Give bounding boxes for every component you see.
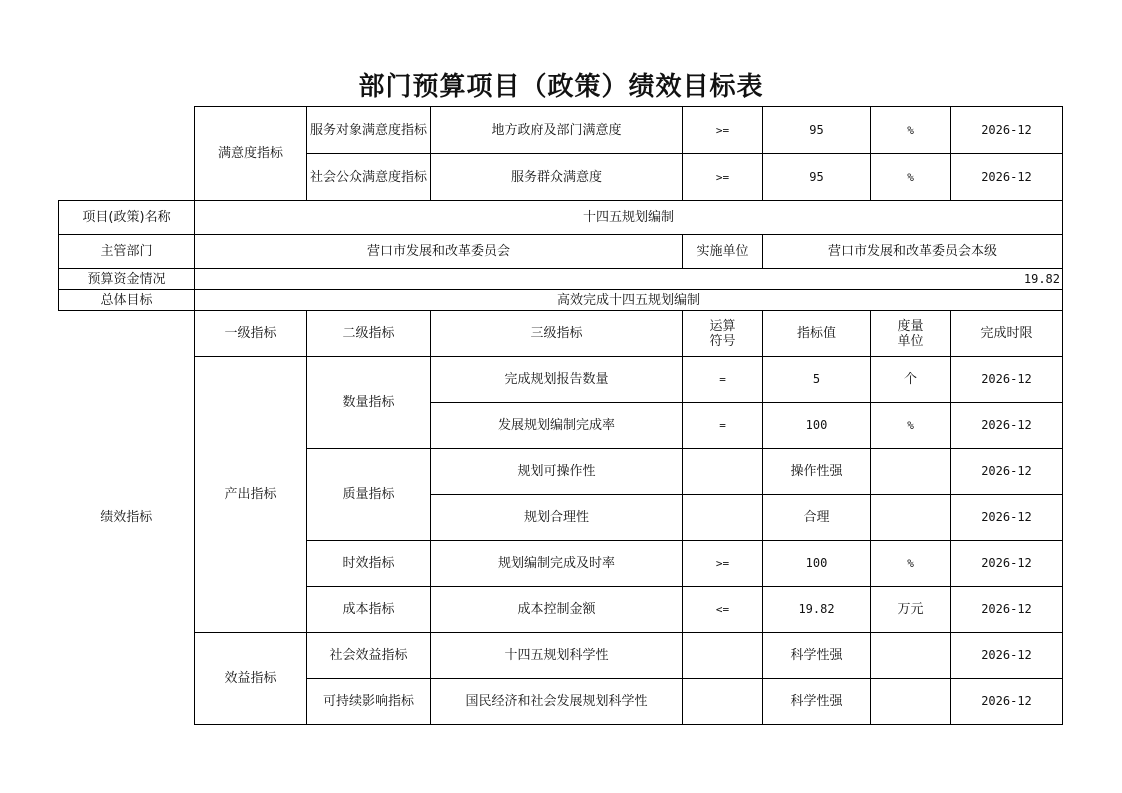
header-level1: 一级指标	[195, 311, 307, 357]
deadline-cell: 2026-12	[951, 495, 1063, 541]
unit-cell	[871, 679, 951, 725]
unit-cell: %	[871, 403, 951, 449]
operator-cell	[683, 495, 763, 541]
cost-indicator-cell: 成本指标	[307, 587, 431, 633]
table-row	[59, 357, 1063, 403]
level3-cell: 完成规划报告数量	[431, 357, 683, 403]
operator-cell: <=	[683, 587, 763, 633]
operator-cell	[683, 633, 763, 679]
unit-cell	[871, 633, 951, 679]
header-level2: 二级指标	[307, 311, 431, 357]
value-cell: 95	[763, 154, 871, 201]
value-cell: 合理	[763, 495, 871, 541]
table-row	[59, 633, 1063, 679]
deadline-cell: 2026-12	[951, 403, 1063, 449]
sustainable-impact-cell: 可持续影响指标	[307, 679, 431, 725]
satisfaction-category-cell: 满意度指标	[195, 107, 307, 201]
budget-value: 19.82	[195, 269, 1063, 290]
output-indicator-cell: 产出指标	[195, 357, 307, 633]
table-row	[59, 235, 1063, 269]
level2-cell: 服务对象满意度指标	[307, 107, 431, 154]
level2-cell: 社会公众满意度指标	[307, 154, 431, 201]
goal-label: 总体目标	[59, 290, 195, 311]
unit-cell: 个	[871, 357, 951, 403]
quality-indicator-cell: 质量指标	[307, 449, 431, 541]
value-cell: 100	[763, 541, 871, 587]
budget-label: 预算资金情况	[59, 269, 195, 290]
operator-cell: >=	[683, 541, 763, 587]
table-row	[59, 290, 1063, 311]
operator-cell	[683, 449, 763, 495]
level3-cell: 十四五规划科学性	[431, 633, 683, 679]
blank-cell	[59, 107, 195, 201]
deadline-cell: 2026-12	[951, 449, 1063, 495]
value-cell: 科学性强	[763, 633, 871, 679]
header-operator	[683, 311, 763, 357]
timeliness-indicator-cell: 时效指标	[307, 541, 431, 587]
unit-cell: %	[871, 107, 951, 154]
unit-cell: 万元	[871, 587, 951, 633]
value-cell: 100	[763, 403, 871, 449]
table-row	[59, 269, 1063, 290]
header-unit-line2: 单位	[897, 333, 924, 349]
table-row	[59, 201, 1063, 235]
unit-cell: %	[871, 154, 951, 201]
value-cell: 95	[763, 107, 871, 154]
table-row	[59, 107, 1063, 154]
level3-cell: 国民经济和社会发展规划科学性	[431, 679, 683, 725]
level3-cell: 地方政府及部门满意度	[431, 107, 683, 154]
header-operator-line2: 符号	[709, 333, 736, 349]
header-value: 指标值	[763, 311, 871, 357]
deadline-cell: 2026-12	[951, 587, 1063, 633]
quantity-indicator-cell: 数量指标	[307, 357, 431, 449]
deadline-cell: 2026-12	[951, 357, 1063, 403]
operator-cell: =	[683, 357, 763, 403]
unit-cell: %	[871, 541, 951, 587]
level3-cell: 成本控制金额	[431, 587, 683, 633]
header-level3: 三级指标	[431, 311, 683, 357]
operator-cell: >=	[683, 107, 763, 154]
dept-value: 营口市发展和改革委员会	[195, 235, 683, 269]
header-unit	[871, 311, 951, 357]
level3-cell: 规划合理性	[431, 495, 683, 541]
deadline-cell: 2026-12	[951, 541, 1063, 587]
unit-cell	[871, 495, 951, 541]
value-cell: 操作性强	[763, 449, 871, 495]
deadline-cell: 2026-12	[951, 679, 1063, 725]
deadline-cell: 2026-12	[951, 633, 1063, 679]
page-title: 部门预算项目（政策）绩效目标表	[358, 72, 764, 102]
unit-cell	[871, 449, 951, 495]
benefit-indicator-cell: 效益指标	[195, 633, 307, 725]
value-cell: 5	[763, 357, 871, 403]
value-cell: 科学性强	[763, 679, 871, 725]
performance-target-table	[58, 106, 1063, 725]
impl-value: 营口市发展和改革委员会本级	[763, 235, 1063, 269]
perf-section-label: 绩效指标	[59, 311, 195, 725]
level3-cell: 发展规划编制完成率	[431, 403, 683, 449]
table-header-row	[59, 311, 1063, 357]
header-operator-line1: 运算	[709, 318, 736, 334]
impl-label: 实施单位	[683, 235, 763, 269]
level3-cell: 服务群众满意度	[431, 154, 683, 201]
deadline-cell: 2026-12	[951, 107, 1063, 154]
level3-cell: 规划编制完成及时率	[431, 541, 683, 587]
social-benefit-cell: 社会效益指标	[307, 633, 431, 679]
operator-cell: =	[683, 403, 763, 449]
goal-value: 高效完成十四五规划编制	[195, 290, 1063, 311]
dept-label: 主管部门	[59, 235, 195, 269]
project-name-label: 项目(政策)名称	[59, 201, 195, 235]
operator-cell	[683, 679, 763, 725]
deadline-cell: 2026-12	[951, 154, 1063, 201]
header-deadline: 完成时限	[951, 311, 1063, 357]
project-name-value: 十四五规划编制	[195, 201, 1063, 235]
value-cell: 19.82	[763, 587, 871, 633]
operator-cell: >=	[683, 154, 763, 201]
level3-cell: 规划可操作性	[431, 449, 683, 495]
header-unit-line1: 度量	[897, 318, 924, 334]
